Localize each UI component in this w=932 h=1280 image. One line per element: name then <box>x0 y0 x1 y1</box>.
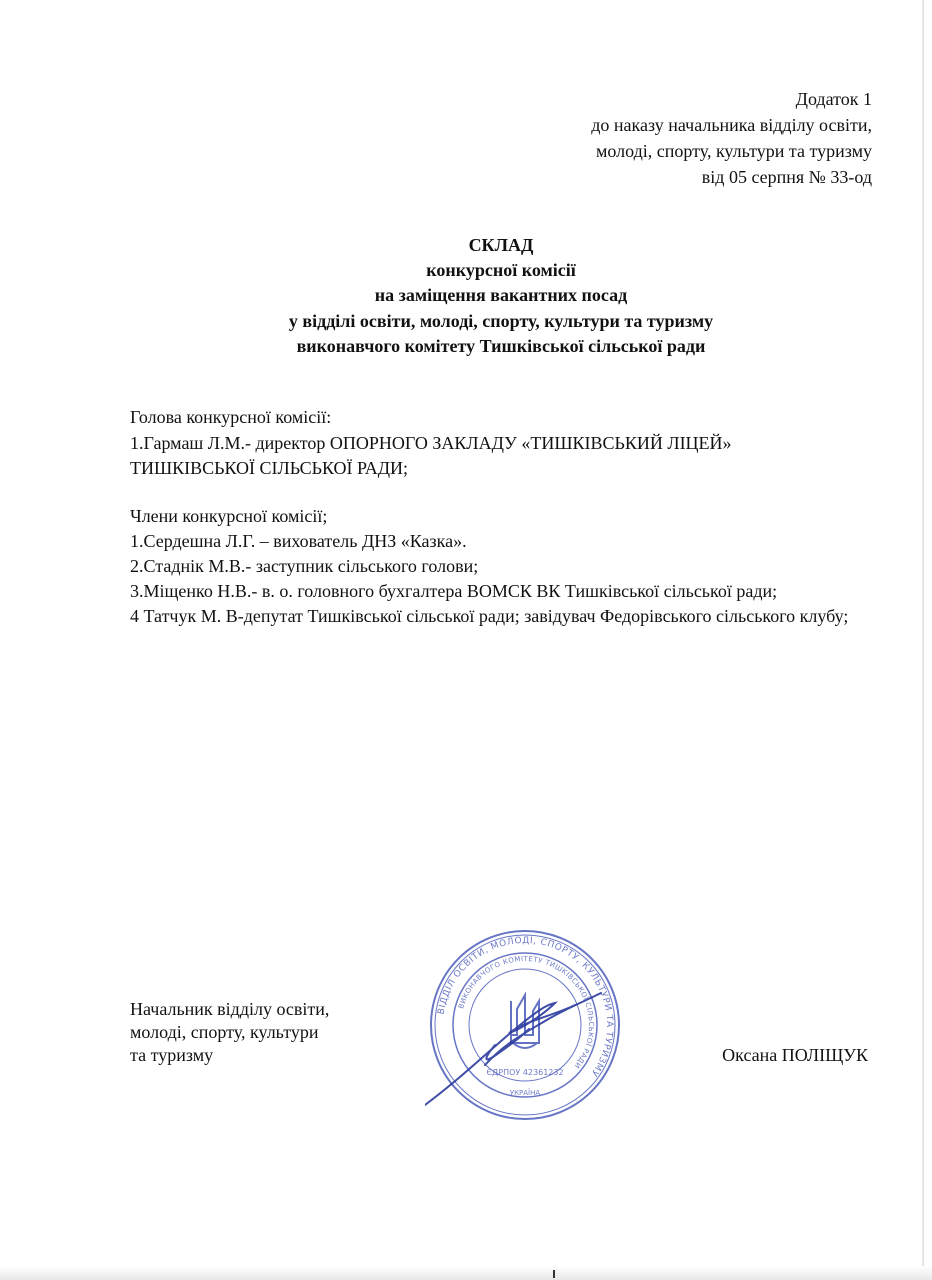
members-heading: Члени конкурсної комісії; <box>130 506 328 526</box>
stamp-outer-text: ВІДДІЛ ОСВІТИ, МОЛОДІ, СПОРТУ, КУЛЬТУРИ ТА ТУРИЗМУ <box>436 935 615 1079</box>
member-item-2: 2.Стаднік М.В.- заступник сільського голови; <box>130 556 479 576</box>
appendix-line-2: до наказу начальника відділу освіти, <box>591 115 872 135</box>
signatory-name: Оксана ПОЛІЩУК <box>722 1045 868 1065</box>
document-title: СКЛАД <box>468 235 534 255</box>
page-marker <box>553 1270 555 1278</box>
appendix-line-3: молоді, спорту, культури та туризму <box>595 141 872 161</box>
appendix-line-4: від 05 серпня № 33-од <box>701 167 872 187</box>
stamp-country: УКРАЇНА <box>509 1089 541 1097</box>
stamp-code: ЄДРПОУ 42361232 <box>486 1068 564 1077</box>
member-item-4: 4 Татчук М. В-депутат Тишківської сільської ради; завідувач Федорівського сільського клубу; <box>130 606 849 626</box>
appendix-line-1: Додаток 1 <box>795 89 872 109</box>
signatory-position-line-2: молоді, спорту, культури <box>130 1022 319 1042</box>
chair-item-line-2: ТИШКІВСЬКОЇ СІЛЬСЬКОЇ РАДИ; <box>130 458 409 478</box>
chair-item-line-1: 1.Гармаш Л.М.- директор ОПОРНОГО ЗАКЛАДУ «ТИШКІВСЬКИЙ ЛІЦЕЙ» <box>130 433 732 453</box>
signatory-position-line-3: та туризму <box>130 1045 214 1065</box>
page-edge-bottom <box>0 1266 932 1280</box>
stamp-inner-text: ВИКОНАВЧОГО КОМІТЕТУ ТИШКІВСЬКОЇ СІЛЬСЬКОЇ РАДИ <box>457 954 596 1070</box>
page-edge-right <box>922 0 924 1280</box>
title-line-2: конкурсної комісії <box>426 260 576 280</box>
title-line-3: на заміщення вакантних посад <box>374 285 628 305</box>
chair-heading: Голова конкурсної комісії: <box>130 407 332 427</box>
title-line-4: у відділі освіти, молоді, спорту, культури та туризму <box>288 311 714 331</box>
title-line-5: виконавчого комітету Тишківської сільської ради <box>296 336 706 356</box>
member-item-3: 3.Міщенко Н.В.- в. о. головного бухгалтера ВОМСК ВК Тишківської сільської ради; <box>130 581 778 601</box>
member-item-1: 1.Сердешна Л.Г. – вихователь ДНЗ «Казка». <box>130 531 467 551</box>
official-stamp <box>425 925 625 1125</box>
signatory-position-line-1: Начальник відділу освіти, <box>130 999 330 1019</box>
